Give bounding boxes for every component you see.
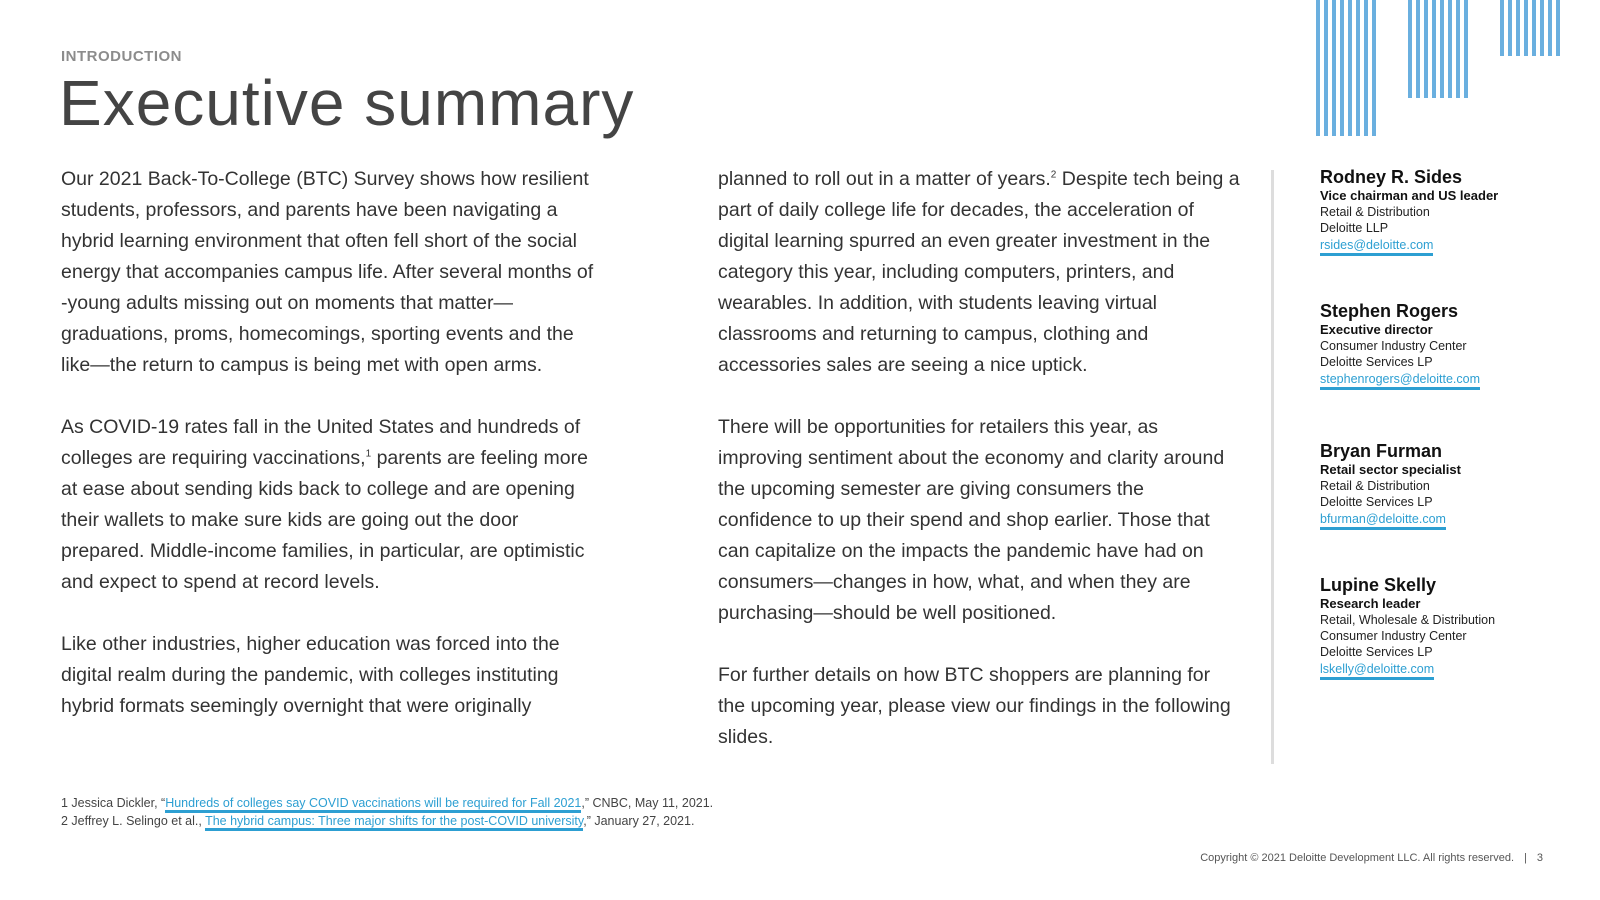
body-column-right (718, 164, 1240, 784)
vertical-divider (1271, 170, 1274, 764)
footer-separator: | (1524, 852, 1527, 864)
contact-name: Rodney R. Sides (1320, 167, 1463, 187)
contact-role: Retail sector specialist (1320, 462, 1461, 477)
page-title: Executive summary (59, 67, 635, 139)
bar-group-1 (1316, 0, 1376, 136)
footnote-text: 2 Jeffrey L. Selingo et al., (61, 814, 206, 828)
contact-department: Consumer Industry Center (1320, 339, 1467, 353)
contact-organization: Deloitte LLP (1320, 221, 1389, 235)
page-footer (1200, 852, 1543, 864)
contact-email-link[interactable]: lskelly@deloitte.com (1320, 662, 1434, 680)
contact-name: Bryan Furman (1320, 441, 1443, 461)
footnote-marker: 1 (365, 448, 372, 460)
contact-organization: Deloitte Services LP (1320, 495, 1433, 509)
contact-organization: Deloitte Services LP (1320, 355, 1433, 369)
bar-group-3 (1500, 0, 1560, 56)
footnote-text: ,” January 27, 2021. (583, 814, 695, 828)
contact-department: Retail, Wholesale & Distribution (1320, 613, 1496, 627)
contact-card (1320, 441, 1580, 530)
contact-organization: Consumer Industry Center (1320, 629, 1467, 643)
paragraph (61, 412, 601, 598)
copyright-text: Copyright © 2021 Deloitte Development LLC. All rights reserved. (1200, 852, 1515, 864)
contact-department: Retail & Distribution (1320, 205, 1430, 219)
contact-email-link[interactable]: stephenrogers@deloitte.com (1320, 372, 1480, 390)
footnote-2-link[interactable]: The hybrid campus: Three major shifts for the post-COVID university (205, 814, 583, 831)
contact-organization: Deloitte Services LP (1320, 645, 1433, 659)
footnote-text: 1 Jessica Dickler, “ (61, 796, 166, 810)
contact-role: Research leader (1320, 596, 1421, 611)
contact-name: Lupine Skelly (1320, 575, 1437, 595)
body-column-left (61, 164, 601, 753)
contact-card (1320, 301, 1580, 390)
contact-role: Executive director (1320, 322, 1433, 337)
paragraph (718, 164, 1240, 381)
contact-email-link[interactable]: bfurman@deloitte.com (1320, 512, 1446, 530)
contact-department: Retail & Distribution (1320, 479, 1430, 493)
section-label: INTRODUCTION (61, 48, 182, 65)
page-number: 3 (1536, 852, 1543, 864)
footnotes (61, 794, 713, 830)
paragraph: Our 2021 Back-To-College (BTC) Survey shows how resilient students, professors, and parents have been navigating a hybrid learning environment that often fell short of the social energy that accompanies campus life. After several months of -young adults missing out on moments that matter—graduations, proms, homecomings, sporting events and the like—the return to campus is being met with open arms. (61, 168, 594, 376)
footnote-1 (61, 794, 713, 812)
decorative-bars-graphic (1316, 0, 1566, 140)
paragraph: There will be opportunities for retailers this year, as improving sentiment about the economy and clarity around the upcoming semester are giving consumers the confidence to up their spend and shop earlier. Those that can capitalize on the impacts the pandemic have had on consumers—changes in how, what, and when they are purchasing—should be well positioned. (718, 416, 1225, 624)
bar-group-2 (1408, 0, 1468, 98)
paragraph: Like other industries, higher education was forced into the digital realm during the pandemic, with colleges instituting hybrid formats seemingly overnight that were originally (61, 633, 560, 717)
contact-email-link[interactable]: rsides@deloitte.com (1320, 238, 1433, 256)
footnote-2 (61, 812, 713, 830)
paragraph: For further details on how BTC shoppers are planning for the upcoming year, please view our findings in the following slides. (718, 664, 1231, 748)
contact-role: Vice chairman and US leader (1320, 188, 1499, 203)
paragraph-text: planned to roll out in a matter of years. (718, 168, 1051, 190)
footnote-text: ,” CNBC, May 11, 2021. (581, 796, 714, 810)
footnote-1-link[interactable]: Hundreds of colleges say COVID vaccinations will be required for Fall 2021 (165, 796, 581, 813)
contact-card (1320, 575, 1580, 680)
paragraph-text: parents are feeling more at ease about sending kids back to college and are opening their wallets to make sure kids are going out the door prepared. Middle-income families, in particular, are optimistic and expect to spend at record levels. (61, 447, 588, 593)
paragraph-text: Despite tech being a part of daily college life for decades, the acceleration of digital learning spurred an even greater investment in the category this year, including computers, printers, and wearables. In addition, with students leaving virtual classrooms and returning to campus, clothing and accessories sales are seeing a nice uptick. (718, 168, 1240, 376)
contact-name: Stephen Rogers (1320, 301, 1459, 321)
paragraph-text: As COVID-19 rates fall in the United States and hundreds of colleges are requiring vaccinations, (61, 416, 581, 469)
footnote-marker: 2 (1050, 169, 1057, 181)
contact-card (1320, 167, 1580, 256)
